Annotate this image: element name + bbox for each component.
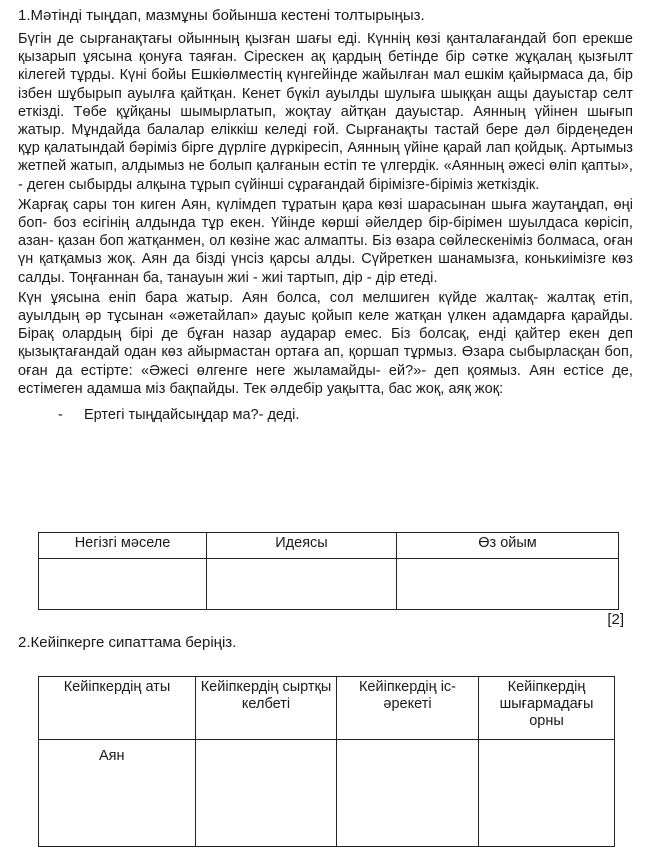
answer-cell-idea[interactable] — [207, 559, 397, 610]
header-actions: Кейіпкердің іс-әрекеті — [337, 677, 479, 740]
table-header-row — [39, 533, 619, 559]
header-character-name: Кейіпкердің аты — [39, 677, 196, 740]
task-1-title: 1.Мәтінді тыңдап, мазмұны бойынша кестені толтырыңыз. — [18, 7, 425, 24]
header-appearance: Кейіпкердің сыртқы келбеті — [196, 677, 337, 740]
answer-cell-role[interactable] — [479, 740, 615, 847]
task-2-table — [38, 676, 615, 847]
task-1-table — [38, 532, 619, 610]
text-paragraph-2: Жарғақ сары тон киген Аян, күлімдеп тұратын қара көзі шарасынан шыға жаутаңдап, өңі боп- боз есігінің алдында тұр екен. Үйінде көрші әйелдер бір-бірімен шуылдаса көрісіп, азан- қазан боп жатқанмен, ол көзіне жас алмапты. Біз өзара сөйлескеніміз болмаса, оған үн қатқамыз жоқ. Аян да бізді үнсіз қарсы алды. Сүйреткен шанамызға, конькиімізге көз салды. Тоңғаннан ба, танауын жиі - жиі тартып, дір - дір етеді. — [18, 196, 633, 286]
text-paragraph-3: Күн ұясына еніп бара жатыр. Аян болса, сол мелшиген күйде жалтақ- жалтақ етіп, ауылдың әр тұсынан «әжетайлап» дауыс қойып келе жатқан үлкен адамдарға қарайды. Бірақ олардың бірі де бұған назар аударар емес. Біз болсақ, енді қайтер екен деп қызықтағандай одан көз айырмастан ортаға ап, қоршап тұрмыз. Өзара сыбырласқан боп, оған да естірте: «Әжесі өлгенге неге жыламайды- ей?»- деп қоямыз. Аян естісе де, естімеген адамша міз бақпайды. Тек әлдебір уақытта, бас жоқ, аяқ жоқ: — [18, 289, 633, 397]
character-name-cell: Аян — [39, 740, 196, 847]
header-role-in-work: Кейіпкердің шығармадағы орны — [479, 677, 615, 740]
table-row — [39, 559, 619, 610]
table-row — [39, 740, 615, 847]
bullet-dash: - — [58, 407, 63, 424]
header-main-problem: Негізгі мәселе — [39, 533, 207, 559]
task-1-section — [18, 6, 633, 425]
table-header-row — [39, 677, 615, 740]
score-mark: [2] — [607, 611, 624, 628]
header-idea: Идеясы — [207, 533, 397, 559]
answer-cell-own-opinion[interactable] — [397, 559, 619, 610]
header-own-opinion: Өз ойым — [397, 533, 619, 559]
answer-cell-appearance[interactable] — [196, 740, 337, 847]
bullet-text: Ертегі тыңдайсыңдар ма?- деді. — [84, 407, 300, 424]
text-paragraph-1: Бүгін де сырғанақтағы ойынның қызған шағы еді. Күннің көзі қанталағандай боп ерекше қызарып ұясына қонуға таяған. Сірескен ақ қардың бетінде бір сәтке жұқалаң қызғылт кілегей тұрды. Күні бойы Ешкіөлместің күнгейінде жайылған мал ешкім қайырмаса да, бір ізбен шұбырып ауылға қайтқан. Кенет бүкіл ауылды шулыға шыққан ащы дауыстар селт еткізді. Төбе құйқаны шымырлатып, жоқтау айтқан дауыстар. Аянның үйінен шығып жатыр. Мұндайда балалар еліккіш келеді ғой. Сырғанақты тастай бере дәл бірдеңеден құр қалатындай бәріміз бірге дүрліге дүркіресіп, Аянның үйіне қарай лап қойдық. Артымыз жетпей жатып, алдымыз не болып қалғанын естіп те үлгердік. «Аянның әжесі өліп қапты», - деген сыбырды алқына тұрып сүйінші сұрағандай бірімізге-біріміз жеткіздік. — [18, 31, 633, 193]
task-2-title: 2.Кейіпкерге сипаттама беріңіз. — [18, 634, 237, 651]
quote-bullet — [58, 406, 633, 425]
answer-cell-actions[interactable] — [337, 740, 479, 847]
answer-cell-main-problem[interactable] — [39, 559, 207, 610]
